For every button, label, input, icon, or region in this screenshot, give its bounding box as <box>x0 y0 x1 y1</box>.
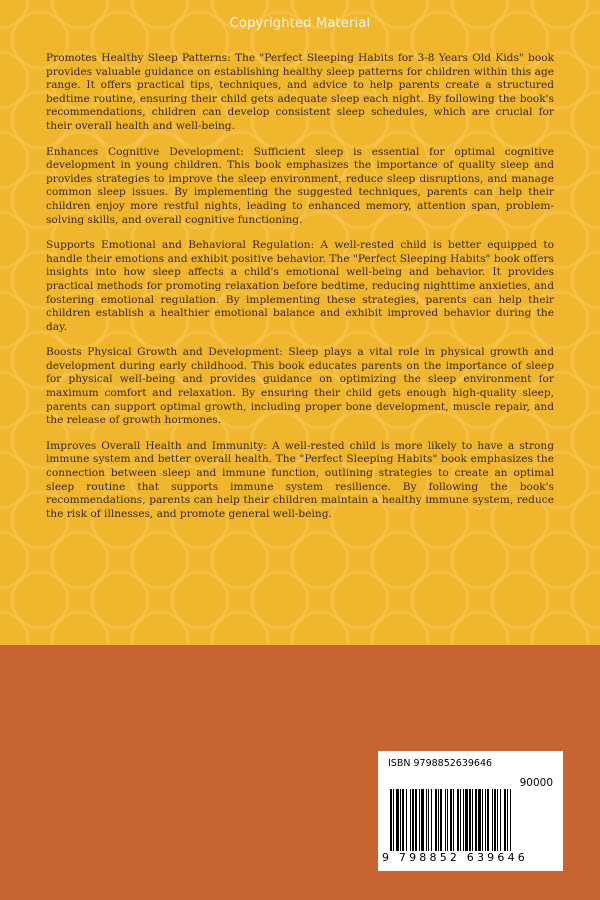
paragraph-sleep-patterns: Promotes Healthy Sleep Patterns: The "Perfect Sleeping Habits for 3-8 Years Old Kids" book provides valuable guidance on establishing healthy sleep patterns for children within this age range. It offers practical tips, techniques, and advice to help parents create a structured bedtime routine, ensuring their child gets adequate sleep each night. By following the book's recommendations, children can develop consistent sleep schedules, which are crucial for their overall health and well-being. <box>46 52 554 132</box>
paragraph-emotional-regulation: Supports Emotional and Behavioral Regulation: A well-rested child is better equipped to handle their emotions and exhibit positive behavior. The "Perfect Sleeping Habits" book offers insights into how sleep affects a child's emotional well-being and behavior. It provides practical methods for promoting relaxation before bedtime, reducing nighttime anxieties, and fostering emotional regulation. By implementing these strategies, parents can help their children establish a healthier emotional balance and exhibit improved behavior during the day. <box>46 239 554 333</box>
copyright-watermark: Copyrighted Material <box>229 16 371 31</box>
price-addon: 90000 <box>519 777 553 789</box>
blurb-text <box>46 52 554 533</box>
paragraph-cognitive-development: Enhances Cognitive Development: Sufficient sleep is essential for optimal cognitive development in young children. This book emphasizes the importance of quality sleep and provides strategies to improve the sleep environment, reduce sleep disruptions, and manage common sleep issues. By implementing the suggested techniques, parents can help their children enjoy more restful nights, leading to enhanced memory, attention span, problem-solving skills, and overall cognitive functioning. <box>46 145 554 226</box>
paragraph-health-immunity: Improves Overall Health and Immunity: A well-rested child is more likely to have a strong immune system and better overall health. The "Perfect Sleeping Habits" book emphasizes the connection between sleep and immune function, outlining strategies to create an optimal sleep routine that supports immune system resilience. By following the book's recommendations, parents can help their children maintain a healthy immune system, reduce the risk of illnesses, and promote general well-being. <box>46 439 554 520</box>
isbn-barcode-box <box>378 751 563 871</box>
paragraph-physical-growth: Boosts Physical Growth and Development: Sleep plays a vital role in physical growth and development during early childhood. This book educates parents on the importance of sleep for physical well-being and provides guidance on optimizing the sleep environment for maximum comfort and relaxation. By ensuring their child gets enough high-quality sleep, parents can support optimal growth, including proper bone development, muscle repair, and the release of growth hormones. <box>46 346 554 427</box>
barcode-bars <box>390 789 553 851</box>
barcode-digits: 9 798852 639646 <box>382 851 528 864</box>
isbn-label: ISBN 9798852639646 <box>388 758 493 769</box>
